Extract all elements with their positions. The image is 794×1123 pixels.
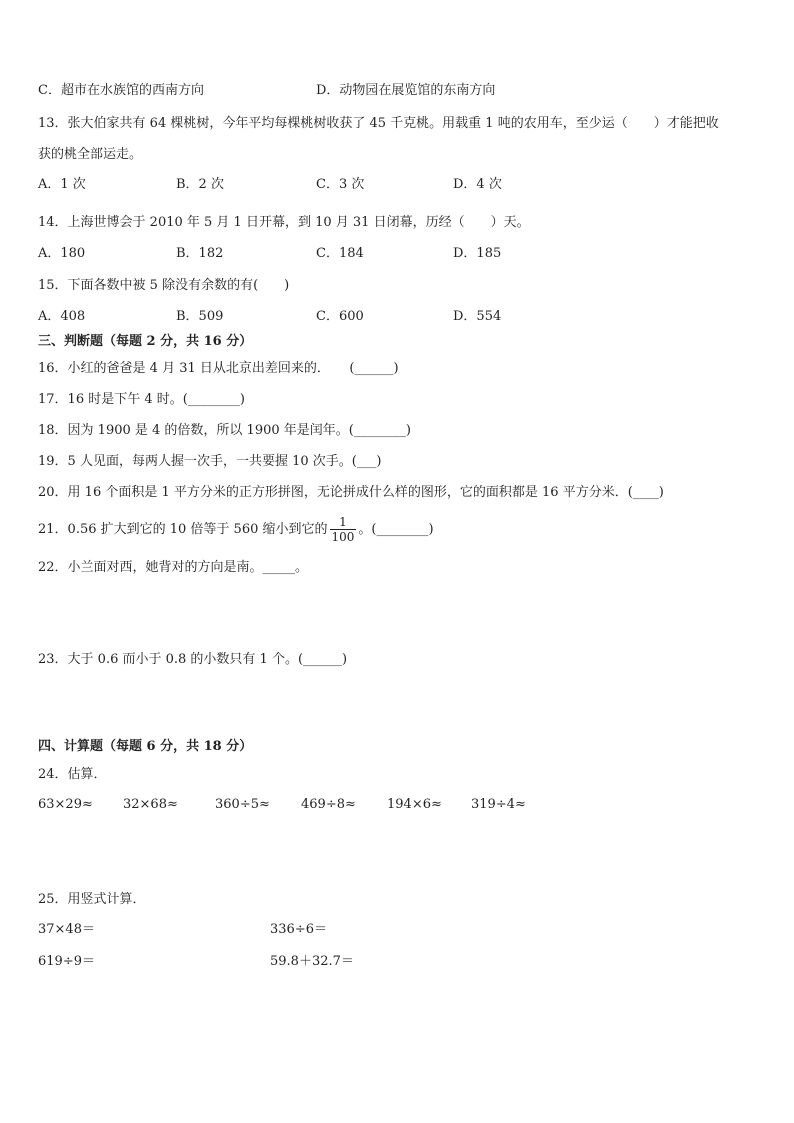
- section-4-title: 四、计算题（每题 6 分，共 18 分）: [38, 739, 253, 754]
- question-17: 17．16 时是下午 4 时。(________): [38, 392, 245, 407]
- question-23: 23．大于 0.6 而小于 0.8 的小数只有 1 个。(______): [38, 652, 348, 667]
- option-b-q13[interactable]: B．2 次: [176, 177, 224, 192]
- option-a-q13[interactable]: A．1 次: [38, 177, 86, 192]
- question-13-text: 13．张大伯家共有 64 棵桃树，今年平均每棵桃树收获了 45 千克桃。用载重 1 吨的农用车，至少运（ ）才能把收: [38, 116, 719, 131]
- question-19: 19．5 人见面，每两人握一次手，一共要握 10 次手。(___): [38, 454, 382, 469]
- question-22: 22．小兰面对西，她背对的方向是南。_____。: [38, 560, 309, 575]
- option-d-q12[interactable]: D．动物园在展览馆的东南方向: [316, 83, 496, 98]
- fraction-numerator: 1: [330, 515, 357, 530]
- option-d-q14[interactable]: D．185: [453, 246, 502, 261]
- option-a-q14[interactable]: A．180: [38, 246, 86, 261]
- question-16: 16．小红的爸爸是 4 月 31 日从北京出差回来的． (______): [38, 361, 399, 376]
- estimate-item: 360÷5≈: [215, 797, 270, 812]
- question-15-text: 15．下面各数中被 5 除没有余数的有( ): [38, 278, 290, 293]
- estimate-item: 63×29≈: [38, 797, 93, 812]
- fraction-one-hundredth: [330, 515, 357, 544]
- calc-item: 59.8＋32.7＝: [270, 954, 354, 969]
- question-25-title: 25．用竖式计算．: [38, 892, 146, 907]
- question-21-blank: 。(________): [358, 522, 434, 537]
- estimate-item: 319÷4≈: [471, 797, 526, 812]
- option-d-q15[interactable]: D．554: [453, 309, 502, 324]
- question-24-title: 24．估算．: [38, 767, 107, 782]
- question-14-text: 14．上海世博会于 2010 年 5 月 1 日开幕，到 10 月 31 日闭幕，历经（ ）天。: [38, 215, 530, 230]
- question-20: 20．用 16 个面积是 1 平方分米的正方形拼图，无论拼成什么样的图形，它的面积都是 16 平方分米．(____): [38, 485, 664, 500]
- estimate-item: 194×6≈: [387, 797, 442, 812]
- option-a-q15[interactable]: A．408: [38, 309, 86, 324]
- question-21-text: 21．0.56 扩大到它的 10 倍等于 560 缩小到它的: [38, 522, 328, 537]
- question-21: [38, 513, 434, 547]
- option-b-q14[interactable]: B．182: [176, 246, 224, 261]
- fraction-denominator: 100: [331, 530, 355, 544]
- option-c-q12[interactable]: C．超市在水族馆的西南方向: [38, 83, 204, 98]
- estimate-item: 469÷8≈: [301, 797, 356, 812]
- calc-item: 37×48＝: [38, 922, 95, 937]
- option-c-q14[interactable]: C．184: [316, 246, 364, 261]
- question-18: 18．因为 1900 是 4 的倍数，所以 1900 年是闰年。(________): [38, 423, 411, 438]
- calc-item: 619÷9＝: [38, 954, 95, 969]
- option-c-q15[interactable]: C．600: [316, 309, 364, 324]
- calc-item: 336÷6＝: [270, 922, 327, 937]
- estimate-item: 32×68≈: [123, 797, 178, 812]
- option-b-q15[interactable]: B．509: [176, 309, 224, 324]
- option-d-q13[interactable]: D．4 次: [453, 177, 502, 192]
- question-13-text-cont: 获的桃全部运走。: [38, 147, 143, 162]
- option-c-q13[interactable]: C．3 次: [316, 177, 365, 192]
- section-3-title: 三、判断题（每题 2 分，共 16 分）: [38, 334, 253, 349]
